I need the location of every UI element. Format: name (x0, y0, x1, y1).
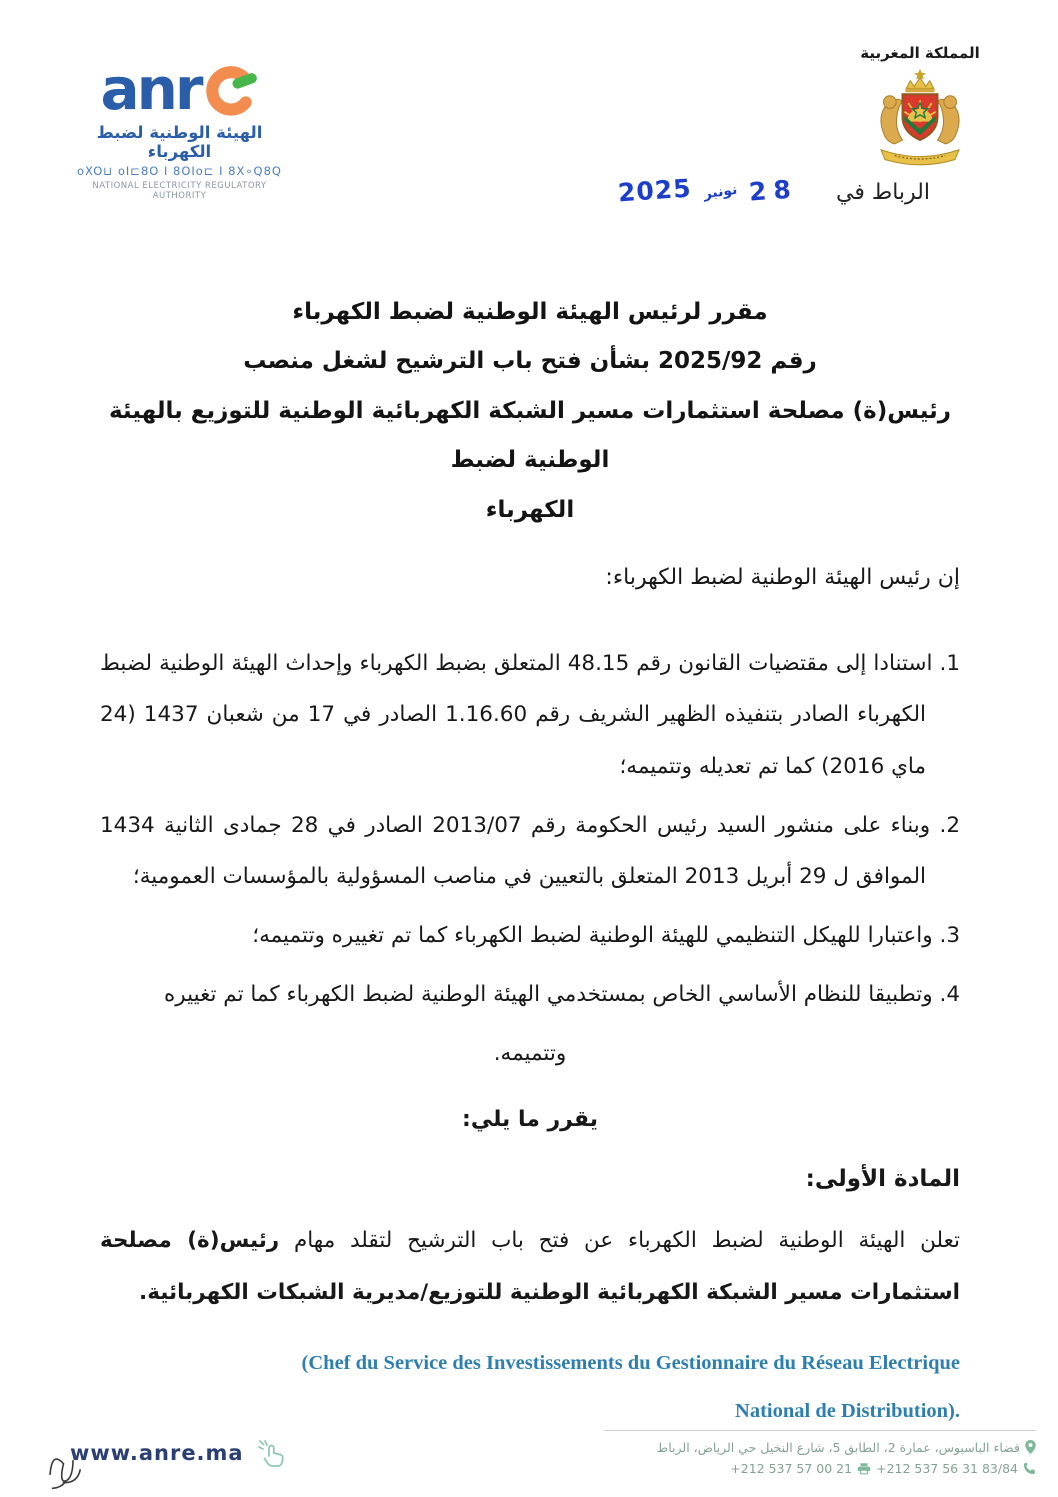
footer-phones-line (604, 1458, 1036, 1479)
title-line-3: رئيس(ة) مصلحة استثمارات مسير الشبكة الكهربائية الوطنية للتوزيع بالهيئة الوطنية لضبط (108, 397, 951, 474)
article-1-text-bold: رئيس(ة) مصلحة استثمارات مسير الشبكة الكهربائية الوطنية للتوزيع/مديرية الشبكات الكهربائية. (100, 1228, 960, 1305)
recitals-list (100, 638, 960, 1079)
kingdom-title: المملكة المغربية (860, 44, 980, 62)
footer-fax-number: +212 537 57 00 21 (730, 1460, 853, 1476)
website-url: www.anre.ma (70, 1441, 244, 1465)
phone-icon (1023, 1462, 1036, 1475)
click-hand-icon (256, 1437, 288, 1469)
article-1-text-normal: تعلن الهيئة الوطنية لضبط الكهرباء عن فتح باب الترشيح لتقلد مهام (279, 1228, 960, 1254)
list-item-2: 2. وبناء على منشور السيد رئيس الحكومة رقم 2013/07 الصادر في 28 جمادى الثانية 1434 الموافق ل 29 أبريل 2013 المتعلق بالتعيين في مناصب المسؤولية بالمؤسسات العمومية؛ (100, 812, 960, 889)
list-item-1: 1. استنادا إلى مقتضيات القانون رقم 48.15 المتعلق بضبط الكهرباء وإحداث الهيئة الوطنية لضبط الكهرباء الصادر بتنفيذه الظهير الشريف رقم 1.16.60 الصادر في 17 من شعبان 1437 (24 ماي 2016) كما تم تعديله وتتميمه؛ (100, 651, 960, 779)
logo-letters: anr (100, 55, 201, 123)
fax-icon (857, 1462, 871, 1475)
footer-address: فضاء الباسيوس، عمارة 2، الطابق 5، شارع النخيل حي الرياض، الرباط (656, 1439, 1020, 1455)
footer-website-block (70, 1437, 288, 1469)
date-stamp-year: 2025 (616, 173, 693, 208)
kingdom-header (820, 44, 1020, 182)
decides-line: يقرر ما يلي: (462, 1107, 598, 1133)
logo-e-icon (203, 61, 259, 117)
list-item-4-continuation: وتتميمه. (493, 1041, 567, 1067)
decision-title (100, 288, 960, 535)
list-item-4: 4. وتطبيقا للنظام الأساسي الخاص بمستخدمي الهيئة الوطنية لضبط الكهرباء كما تم تغييره (163, 982, 960, 1008)
title-line-4: الكهرباء (485, 496, 575, 523)
dateline-place-label: الرباط في (836, 180, 930, 205)
logo-english-name: NATIONAL ELECTRICITY REGULATORY AUTHORITY (92, 181, 267, 201)
paraphe-signature (36, 1439, 96, 1491)
french-note (100, 1339, 960, 1435)
title-line-2: رقم 2025/92 بشأن فتح باب الترشيح لشغل منصب (243, 348, 817, 375)
footer-phone-number: +212 537 56 31 83/84 (876, 1460, 1018, 1476)
footer-contact-block (604, 1430, 1036, 1480)
moroccan-coat-of-arms-icon (861, 66, 979, 178)
french-note-line-1: (Chef du Service des Investissements du Gestionnaire du Réseau Electrique (301, 1352, 960, 1375)
date-stamp-month: نونبر (702, 181, 738, 203)
footer-address-line (604, 1437, 1036, 1458)
list-item-3: 3. واعتبارا للهيكل التنظيمي للهيئة الوطنية لضبط الكهرباء كما تم تغييره وتتميمه؛ (252, 922, 960, 948)
date-stamp-day: 28 (748, 174, 799, 207)
logo-tifinagh-name: oXO⊔ oI⊏8O I 8OIo⊏ I 8X∘Q8Q (77, 164, 282, 178)
article-1-paragraph (100, 1215, 960, 1317)
document-body (100, 288, 960, 1436)
anre-logo-wordmark (72, 55, 287, 123)
dateline (616, 173, 930, 208)
intro-line: إن رئيس الهيئة الوطنية لضبط الكهرباء: (605, 565, 960, 591)
location-pin-icon (1025, 1440, 1036, 1454)
title-line-1: مقرر لرئيس الهيئة الوطنية لضبط الكهرباء (292, 299, 768, 325)
anre-logo (72, 55, 287, 201)
logo-arabic-name: الهيئة الوطنية لضبط الكهرباء (96, 123, 263, 161)
article-1-heading: المادة الأولى: (805, 1166, 960, 1193)
french-note-line-2: National de Distribution). (735, 1400, 960, 1423)
